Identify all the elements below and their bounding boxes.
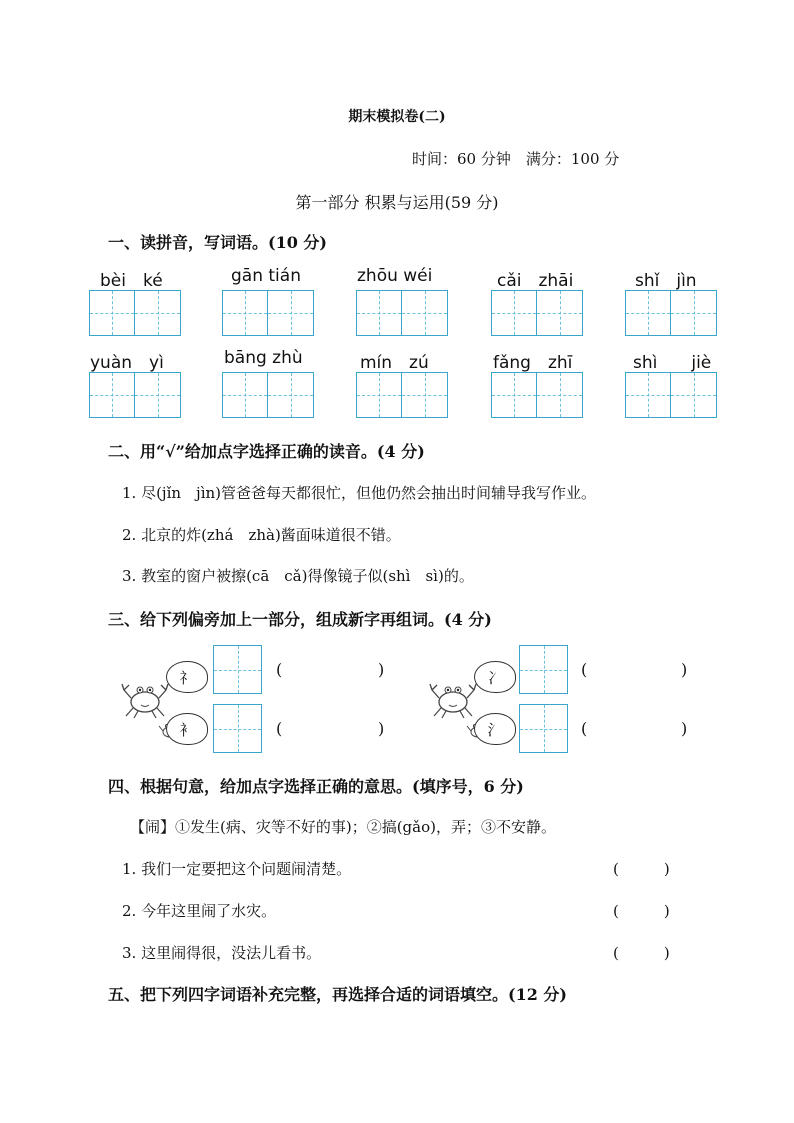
writing-grid[interactable]: [213, 645, 262, 694]
question-item: 1. 尽(jǐn jìn)管爸爸每天都很忙，但他仍然会抽出时间辅导我写作业。: [122, 484, 597, 502]
radical-stone: 冫: [474, 661, 516, 693]
radical-stone: 礻: [166, 661, 208, 693]
writing-grid[interactable]: [356, 372, 448, 418]
pinyin-label: shǐ jìn: [635, 271, 697, 291]
pinyin-label: yuàn yì: [90, 353, 164, 373]
pinyin-label: zhōu wéi: [357, 266, 433, 286]
paren-open: (: [276, 660, 283, 679]
answer-blank[interactable]: ( ): [613, 944, 670, 962]
answer-blank[interactable]: ( ): [613, 860, 670, 878]
exam-title: 期末模拟卷(二): [348, 109, 446, 125]
pinyin-label: bèi ké: [100, 271, 163, 291]
writing-grid[interactable]: [222, 290, 314, 336]
paren-close: ): [681, 719, 688, 738]
crab-icon: [428, 676, 478, 720]
question-item: 1. 我们一定要把这个问题闹清楚。: [122, 860, 352, 878]
crab-icon: [120, 676, 170, 720]
writing-grid[interactable]: [519, 645, 568, 694]
writing-grid[interactable]: [519, 704, 568, 753]
part-heading: 第一部分 积累与运用(59 分): [295, 193, 499, 212]
pinyin-label: shì jiè: [633, 353, 712, 373]
pinyin-label: bāng zhù: [224, 348, 303, 368]
pinyin-label: gān tián: [231, 266, 301, 286]
section-3-heading: 三、给下列偏旁加上一部分，组成新字再组词。(4 分): [108, 610, 492, 629]
paren-close: ): [378, 660, 385, 679]
definition-line: 【闹】①发生(病、灾等不好的事)；②搞(gǎo)，弄；③不安静。: [130, 818, 556, 836]
writing-grid[interactable]: [491, 290, 583, 336]
pinyin-label: cǎi zhāi: [497, 271, 574, 291]
question-item: 3. 这里闹得很，没法儿看书。: [122, 944, 322, 962]
writing-grid[interactable]: [89, 372, 181, 418]
writing-grid[interactable]: [222, 372, 314, 418]
writing-grid[interactable]: [213, 704, 262, 753]
paren-open: (: [581, 719, 588, 738]
section-2-heading: 二、用“√”给加点字选择正确的读音。(4 分): [108, 442, 425, 461]
writing-grid[interactable]: [89, 290, 181, 336]
radical-stone: 氵: [474, 713, 516, 745]
paren-open: (: [276, 719, 283, 738]
writing-grid[interactable]: [491, 372, 583, 418]
question-item: 3. 教室的窗户被擦(cā cǎ)得像镜子似(shì sì)的。: [122, 567, 474, 585]
question-item: 2. 北京的炸(zhá zhà)酱面味道很不错。: [122, 526, 401, 544]
section-4-heading: 四、根据句意，给加点字选择正确的意思。(填序号，6 分): [108, 777, 524, 796]
radical-stone: 衤: [166, 713, 208, 745]
pinyin-label: mín zú: [360, 353, 429, 373]
answer-blank[interactable]: ( ): [613, 902, 670, 920]
paren-close: ): [681, 660, 688, 679]
paren-close: ): [378, 719, 385, 738]
exam-meta: 时间：60 分钟 满分：100 分: [412, 150, 620, 168]
section-1-heading: 一、读拼音，写词语。(10 分): [108, 233, 327, 252]
paren-open: (: [581, 660, 588, 679]
writing-grid[interactable]: [625, 372, 717, 418]
question-item: 2. 今年这里闹了水灾。: [122, 902, 277, 920]
writing-grid[interactable]: [625, 290, 717, 336]
section-5-heading: 五、把下列四字词语补充完整，再选择合适的词语填空。(12 分): [108, 985, 567, 1004]
writing-grid[interactable]: [356, 290, 448, 336]
pinyin-label: fǎng zhī: [493, 353, 573, 373]
